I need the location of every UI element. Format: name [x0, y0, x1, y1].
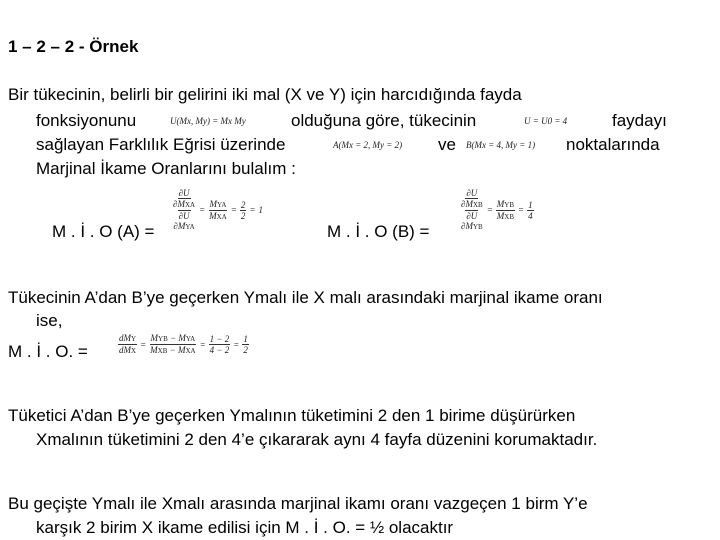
- mio-b-label: M . İ . O (B) =: [327, 222, 430, 241]
- mio-ab-num: 1 − 2: [209, 334, 230, 344]
- intro-line-3b: ve: [438, 135, 456, 154]
- para3-line-1: Bu geçişte Ymalı ile Xmalı arasında marjinal ikamı oranı vazgeçen 1 birm Y’e: [8, 494, 588, 513]
- mio-b-result-num: 1: [528, 199, 533, 210]
- para2-line-1: Tüketici A’dan B’ye geçerken Ymalının tüketimini 2 den 1 birime düşürürken: [8, 406, 576, 425]
- mio-a-formula: ∂U ∂MXA ∂U ∂MYA = $\frac{\text{MYA}}{\text{MXA}}$ = $\frac{2}{2}$ = 1: [173, 188, 263, 231]
- mio-ab-result-num: 1: [243, 334, 248, 344]
- intro-line-2a: fonksiyonunu: [36, 111, 137, 130]
- intro-line-3c: noktalarında: [566, 135, 660, 154]
- point-b-formula: B(Mx = 4, My = 1): [466, 140, 536, 150]
- mio-ab-label: M . İ . O. =: [8, 342, 88, 361]
- mio-b-formula: ∂U ∂MXB ∂U ∂MYB = $\frac{\text{MYB}}{\text{MXB}}$ = $\frac{1}{4}$: [461, 188, 533, 231]
- para3-line-2: karşık 2 birim X ikame edilisi için M . İ . O. = ½ olacaktır: [36, 518, 454, 537]
- point-a-formula: A(Mx = 2, My = 2): [333, 140, 403, 150]
- intro-line-3a: sağlayan Farklılık Eğrisi üzerinde: [36, 135, 286, 154]
- intro-line-4: Marjinal İkame Oranlarını bulalım :: [36, 159, 296, 178]
- mio-a-label: M . İ . O (A) =: [52, 222, 155, 241]
- mio-b-result-den: 4: [528, 210, 533, 221]
- intro-line-2c: faydayı: [612, 111, 667, 130]
- mio-ab-den: 4 − 2: [209, 345, 230, 355]
- utility-function-formula: U(Mx, My) = Mx My: [170, 116, 246, 126]
- intro-line-1: Bir tükecinin, belirli bir gelirini iki mal (X ve Y) için harcıdığında fayda: [8, 85, 522, 104]
- para1-line-1: Tükecinin A’dan B’ye geçerken Ymalı ile X malı arasındaki marjinal ikame oranı: [8, 288, 603, 307]
- mio-ab-result-den: 2: [243, 345, 248, 355]
- para2-line-2: Xmalının tüketimini 2 den 4’e çıkararak aynı 4 fayfa düzenini korumaktadır.: [36, 430, 598, 449]
- page-title: 1 – 2 – 2 - Örnek: [8, 37, 139, 56]
- para1-line-2: ise,: [36, 311, 63, 330]
- mio-ab-formula: $\frac{\text{dMY}}{\text{dMX}}$ = $\frac{\text{MYB − MYA}}{\text{MXB − MXA}}$ = $\frac{1 - 2}{4 - 2}$ = $\frac{1}{2}$: [119, 333, 248, 355]
- intro-line-2b: olduğuna göre, tükecinin: [291, 111, 477, 130]
- mio-a-result: 1: [258, 205, 263, 215]
- utility-level-formula: U = U0 = 4: [524, 116, 568, 126]
